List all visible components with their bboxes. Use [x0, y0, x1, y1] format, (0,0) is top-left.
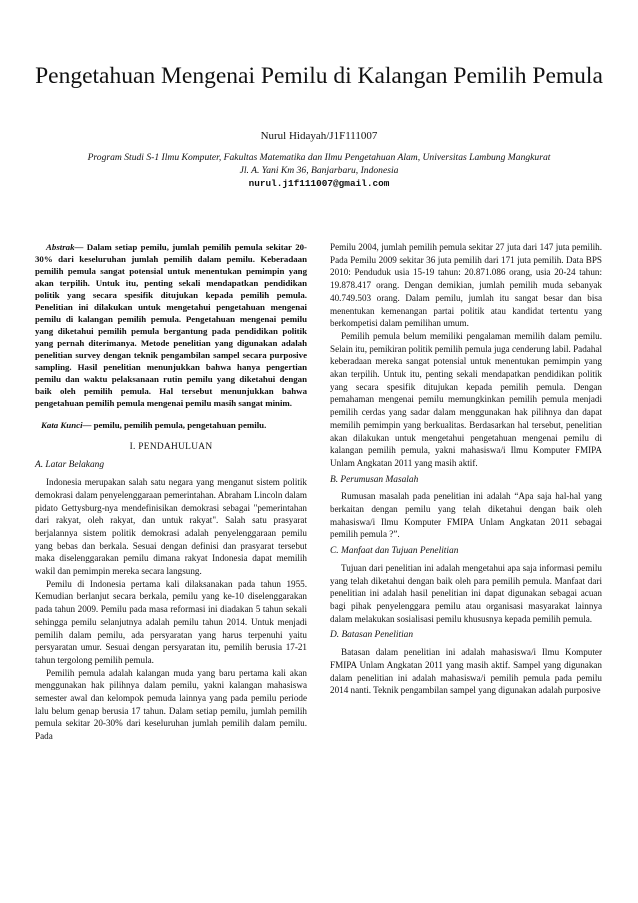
- subsection-heading: C. Manfaat dan Tujuan Penelitian: [330, 546, 459, 557]
- subsection-heading: A. Latar Belakang: [35, 460, 105, 471]
- abstract-text: — Dalam setiap pemilu, jumlah pemilih pemula sekitar 20-30% dari keseluruhan jumlah pemilih dalam pemilu. Keberadaan pemilih pemula sangat potensial untuk menentukan pemimpin yang akan terpilih. Untuk itu, penting sekali mendapatkan pendidikan politik yang secara spesifik ditujukan kepada pemilih pemula. Penelitian ini dilakukan untuk mengetahui pengetahuan mengenai pemilu di kalangan pemilih pemula. Pengetahuan mengenai pemilu yang diketahui pemilih pemula bergantung pada pendidikan politik yang pernah diterimanya. Metode penelitian yang digunakan adalah penelitian survey dengan teknik pengambilan sampel secara purposive sampling. Hasil penelitian menunjukkan bahwa hanya pengertian pemilu dan waktu pelaksanaan rutin pemilu yang diketahui dengan baik oleh pemilih pemula. Hal tersebut menunjukkan bahwa pengetahuan pemilih pemula mengenai pemilu masih sangat minim.: [35, 242, 307, 408]
- affiliation: [40, 151, 598, 177]
- author-line: Nurul Hidayah/J1F111007: [260, 130, 378, 142]
- right-column: [330, 241, 602, 697]
- paragraph: Pemilu di Indonesia pertama kali dilaksanakan pada tahun 1955. Kemudian berlanjut secara berkala, pemilu yang ke-10 diselenggarakan pada tahun 2009. Pemilu pada masa reformasi ini diadakan 5 tahun sekali sehingga pemilu selanjutnya adalah pemilu tahun 2014. Untuk menjadi pemilih dalam pemilu, ada persyaratan yang harus terpenuhi yaitu persyaratan umur. Sesuai dengan persyaratan itu, pemilih berusia 17-21 tahun tergolong pemilih pemula.: [35, 578, 307, 665]
- affiliation-line-1: Program Studi S-1 Ilmu Komputer, Fakultas Matematika dan Ilmu Pengetahuan Alam, Universitas Lambung Mangkurat: [87, 152, 551, 163]
- keywords: [41, 419, 307, 432]
- affiliation-line-2: Jl. A. Yani Km 36, Banjarbaru, Indonesia: [239, 165, 399, 176]
- paragraph: Indonesia merupakan salah satu negara yang menganut sistem politik demokrasi dalam penyelenggaraan pemerintahan. Abraham Lincoln dalam pidato Gettysburg-nya mendefinisikan demokrasi sebagai "pemerintahan dari rakyat, oleh rakyat, dan untuk rakyat". Salah satu prasyarat berjalannya sistem politik demokrasi adalah penyelenggaraan pemilu yang bebas dan berkala. Sesuai dengan definisi dan prasyarat tersebut maka diselenggarakan pemilu dimana rakyat Indonesia dapat memilih wakil dan pemimpin mereka secara langsung.: [35, 477, 307, 577]
- paragraph: Tujuan dari penelitian ini adalah mengetahui apa saja informasi pemilu yang telah diketahui dengan baik oleh para pemilih pemula. Manfaat dari penelitian ini adalah hasil penelitian ini dapat digunakan sebagai acuan bagi pihak penyelenggara pemilu atau organisasi masyarakat lainnya dalam melakukan sosialisasi pemilu khususnya kepada pemilih pemula.: [330, 562, 602, 624]
- left-column: [35, 241, 307, 743]
- section-heading: I. PENDAHULUAN: [129, 441, 213, 452]
- paragraph: Batasan dalam penelitian ini adalah mahasiswa/i Ilmu Komputer FMIPA Unlam Angkatan 2011 yang masih aktif. Sampel yang digunakan dalam penelitian ini adalah mahasiswa/i pemilih pemula pada pemilu 2014 nanti. Teknik pengambilan sampel yang digunakan adalah purposive: [330, 647, 602, 696]
- author-email: nurul.j1f111007@gmail.com: [248, 178, 390, 189]
- paragraph: Pemilih pemula belum memiliki pengalaman memilih dalam pemilu. Selain itu, pemikiran politik pemilih pemula juga cenderung labil. Padahal keberadaan mereka sangat potensial untuk menentukan pemimpin yang akan terpilih. Untuk itu, penting sekali mendapatkan pendidikan politik yang secara spesifik ditujukan kepada pemilih pemula. Dengan pemahaman mengenai pemilu memungkinkan pemilih pemula menjadi pemilih cerdas yang sadar dalam menggunakan hak pilihnya dan dapat memilih pemimpin yang berkualitas. Berdasarkan hal tersebut, penelitian akan dilakukan untuk mengetahui pengetahuan mengenai pemilu di kalangan pemilih pemula, yakni mahasiswa/i Ilmu Komputer FMIPA Unlam Angkatan 2011 yang masih aktif.: [330, 330, 602, 468]
- paragraph: Pemilih pemula adalah kalangan muda yang baru pertama kali akan menggunakan hak pilihnya dalam pemilu, yakni kalangan mahasiswa semester awal dan kelompok pemuda lainnya yang pada pemilu periode lalu belum genap berusia 17 tahun. Dalam setiap pemilu, jumlah pemilih pemula sekitar 20-30% dari keseluruhan jumlah pemilih dalam pemilu. Pada: [35, 667, 307, 742]
- abstract-label: Abstrak: [46, 242, 75, 252]
- paragraph: Rumusan masalah pada penelitian ini adalah “Apa saja hal-hal yang berkaitan dengan pemilu yang telah diketahui dengan baik oleh mahasiswa/i Ilmu Komputer FMIPA Unlam Angkatan 2011 sebagai pemilih pemula ?”.: [330, 491, 602, 540]
- paper-title: Pengetahuan Mengenai Pemilu di Kalangan Pemilih Pemula: [35, 63, 603, 89]
- subsection-heading: B. Perumusan Masalah: [330, 474, 419, 485]
- keywords-label: Kata Kunci: [41, 420, 83, 430]
- abstract: [35, 241, 307, 409]
- paragraph: Pemilu 2004, jumlah pemilih pemula sekitar 27 juta dari 147 juta pemilih. Pada Pemilu 2009 sekitar 36 juta pemilih dari 171 juta pemilih. Data BPS 2010: Penduduk usia 15-19 tahun: 20.871.086 orang, usia 20-24 tahun: 19.878.417 orang. Dengan demikian, jumlah pemilih muda sebanyak 40.749.503 orang. Dalam pemilu, jumlah itu sangat besar dan bisa menentukan kemenangan partai politik atau kandidat tertentu yang berkompetisi dalam pemilihan umum.: [330, 242, 602, 329]
- keywords-text: — pemilu, pemilih pemula, pengetahuan pemilu.: [82, 420, 267, 430]
- subsection-heading: D. Batasan Penelitian: [330, 630, 414, 641]
